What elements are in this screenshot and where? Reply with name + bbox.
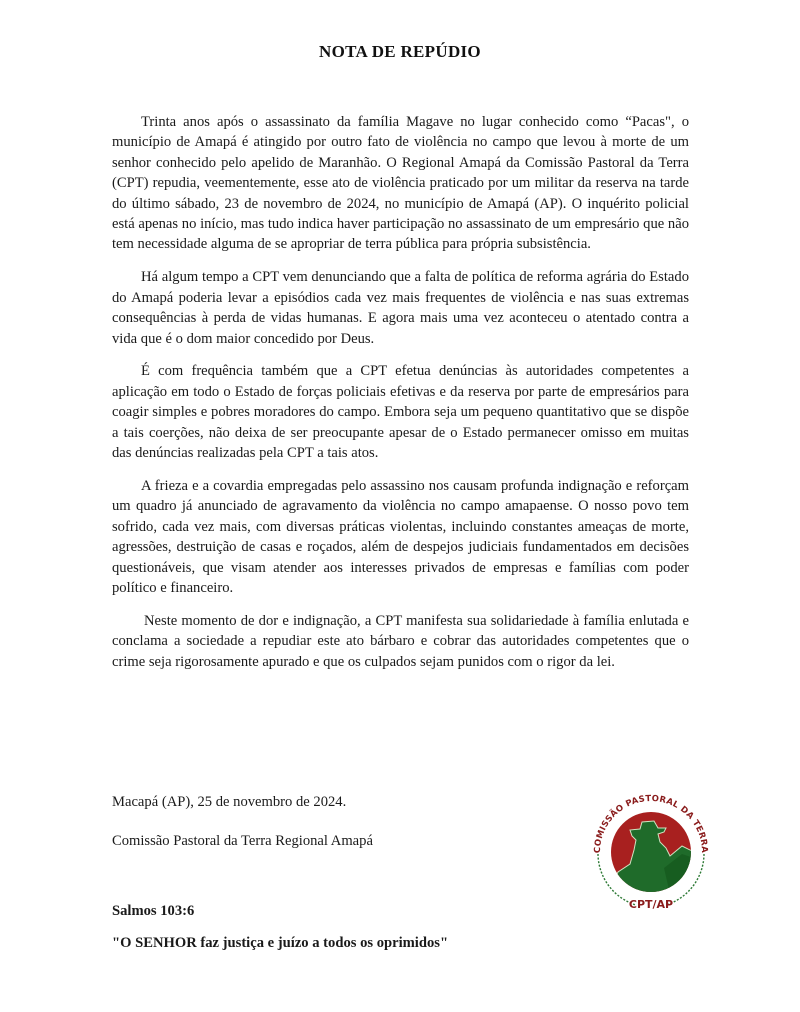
paragraph-1: Trinta anos após o assassinato da família Magave no lugar conhecido como “Pacas", o município de Amapá é atingido por outro fato de violência no campo que levou à morte de um senhor conhecido pelo apelido de Maranhão. O Regional Amapá da Comissão Pastoral da Terra (CPT) repudia, veementemente, esse ato de violência praticado por um militar da reserva na tarde do último sábado, 23 de novembro de 2024, no município de Amapá (AP). O inquérito policial está apenas no início, mas tudo indica haver participação no assassinato de um empresário que não tem necessidade alguma de se apropriar de terra pública para própria subsistência. — [112, 114, 689, 253]
document-title: NOTA DE REPÚDIO — [319, 42, 481, 61]
psalm-quote: "O SENHOR faz justiça e juízo a todos os oprimidos" — [112, 935, 449, 951]
paragraph-5: Neste momento de dor e indignação, a CPT manifesta sua solidariedade à família enlutada e conclama a sociedade a repudiar este ato bárbaro e cobrar das autoridades competentes que o crime seja rigorosamente apurado e que os culpados sejam punidos com o rigor da lei. — [112, 612, 689, 670]
paragraph-3: É com frequência também que a CPT efetua denúncias às autoridades competentes a aplicação em todo o Estado de forças policiais efetivas e da reserva por parte de empresários para coagir simples e pobres moradores do campo. Embora seja um pequeno quantitativo que se dispõe a tais coerções, não deixa de ser preocupante apesar de o Estado permanecer omisso em muitas das denúncias realizadas pela CPT a tais atos. — [112, 363, 689, 462]
paragraph-2: Há algum tempo a CPT vem denunciando que a falta de política de reforma agrária do Estado do Amapá poderia levar a episódios cada vez mais frequentes de violência e nas suas extremas consequências à perda de vidas humanas. E agora mais uma vez aconteceu o atentado contra a vida que é o dom maior concedido por Deus. — [112, 269, 689, 347]
cpt-logo-icon — [578, 782, 724, 918]
paragraph-4: A frieza e a covardia empregadas pelo assassino nos causam profunda indignação e reforçam um quadro já anunciado de agravamento da violência no campo amapaense. O nosso povo tem sofrido, cada vez mais, com diversas práticas violentas, incluindo constantes ameaças de morte, agressões, destruição de casas e roçados, além de despejos judiciais fundamentados em decisões questionáveis, que visam atender aos interesses privados de empresas e famílias com poder político e financeiro. — [112, 478, 689, 597]
logo-bottom-text: CPT/AP — [628, 898, 674, 911]
logo-ring-text: COMISSÃO PASTORAL DA TERRA — [592, 793, 710, 854]
signature: Comissão Pastoral da Terra Regional Amapá — [112, 833, 373, 849]
date-line: Macapá (AP), 25 de novembro de 2024. — [112, 794, 347, 810]
document-body — [112, 112, 689, 685]
psalm-reference: Salmos 103:6 — [112, 903, 195, 919]
